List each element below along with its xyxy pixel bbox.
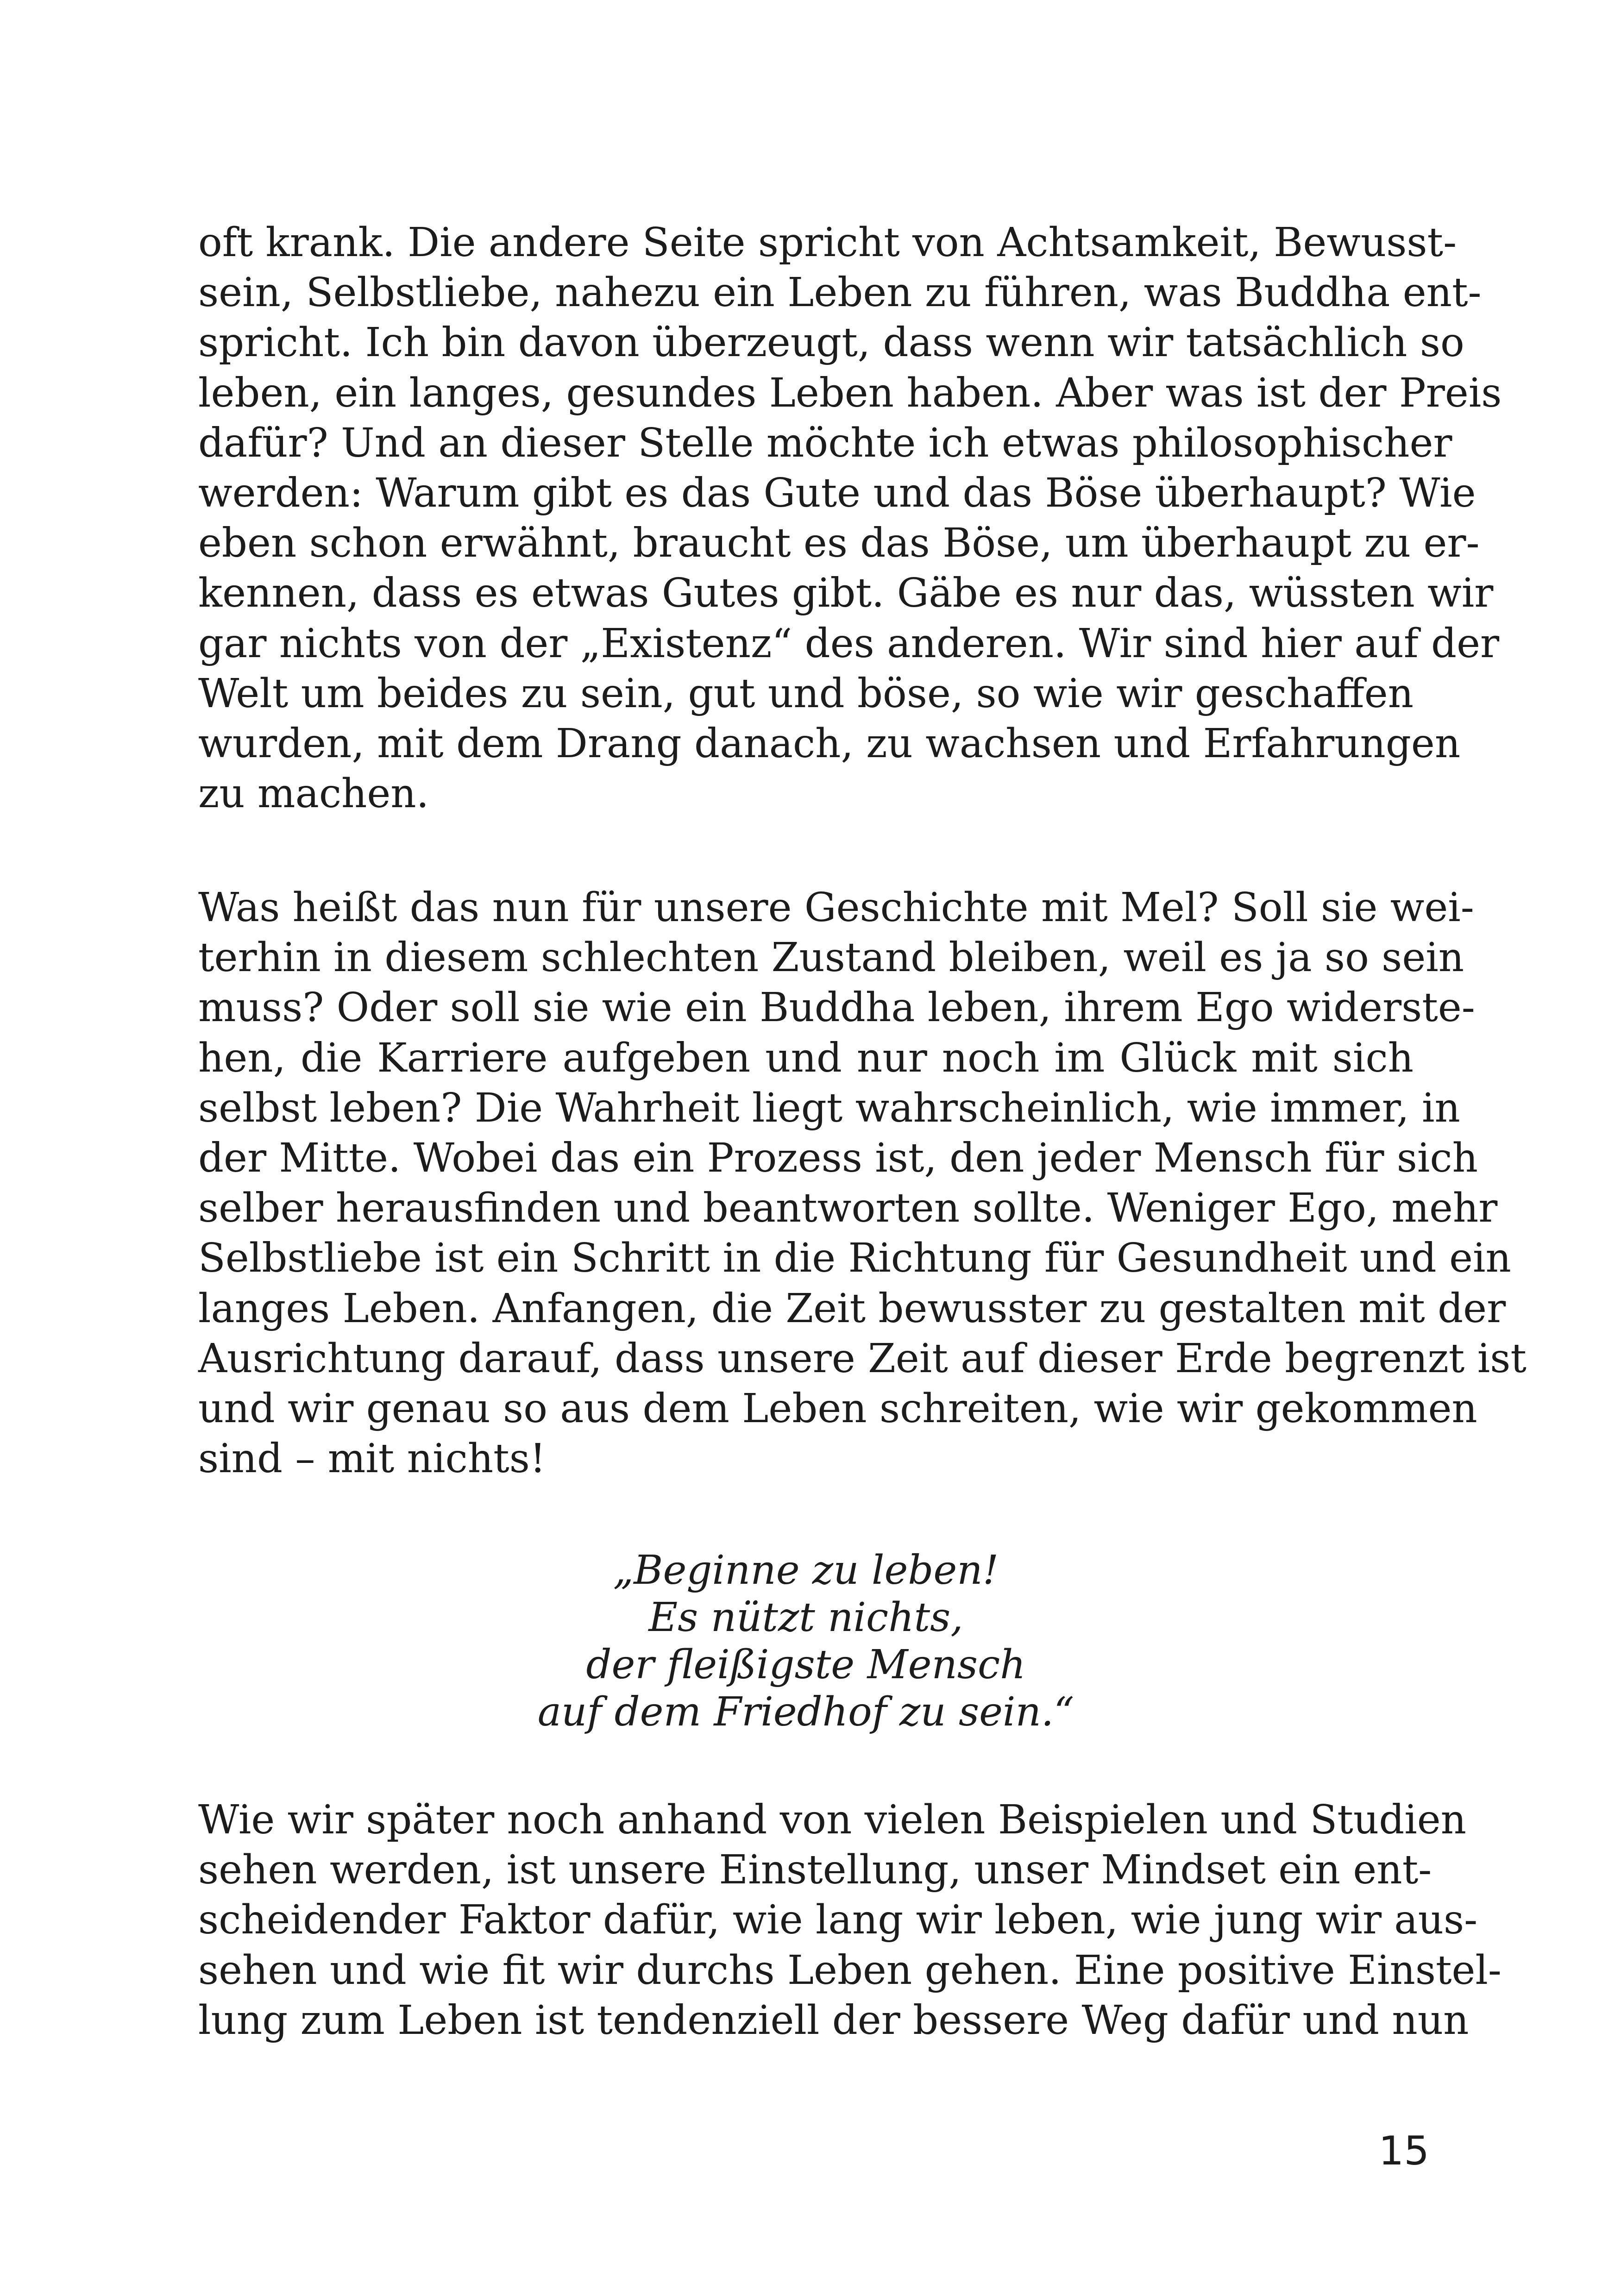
text-line: langes Leben. Anfangen, die Zeit bewusster zu gestalten mit der	[198, 1285, 1506, 1332]
page-number: 15	[1378, 2128, 1429, 2174]
text-line: terhin in diesem schlechten Zustand bleiben, weil es ja so sein	[198, 935, 1464, 981]
text-line: gar nichts von der „Existenz“ des anderen. Wir sind hier auf der	[198, 620, 1500, 667]
text-line: Wie wir später noch anhand von vielen Beispielen und Studien	[198, 1797, 1467, 1843]
paragraph-1	[198, 218, 1502, 819]
text-line: und wir genau so aus dem Leben schreiten, wie wir gekommen	[198, 1385, 1477, 1432]
text-line: scheidender Faktor dafür, wie lang wir leben, wie jung wir aus-	[198, 1897, 1478, 1944]
text-line: sind – mit nichts!	[198, 1436, 546, 1482]
text-line: dafür? Und an dieser Stelle möchte ich etwas philosophischer	[198, 420, 1452, 466]
text-line: sehen und wie fit wir durchs Leben gehen. Eine positive Einstel-	[198, 1947, 1502, 1994]
text-line: sein, Selbstliebe, nahezu ein Leben zu führen, was Buddha ent-	[198, 270, 1482, 316]
text-line: oft krank. Die andere Seite spricht von Achtsamkeit, Bewusst-	[198, 220, 1457, 266]
quote-line: „Beginne zu leben!	[613, 1547, 999, 1593]
text-line: Ausrichtung darauf, dass unsere Zeit auf dieser Erde begrenzt ist	[198, 1335, 1527, 1382]
paragraph-3	[198, 1795, 1502, 2045]
text-line: leben, ein langes, gesundes Leben haben. Aber was ist der Preis	[198, 370, 1502, 416]
text-line: lung zum Leben ist tendenziell der bessere Weg dafür und nun	[198, 1997, 1469, 2044]
text-line: wurden, mit dem Drang danach, zu wachsen und Erfahrungen	[198, 720, 1461, 767]
text-line: werden: Warum gibt es das Gute und das Böse überhaupt? Wie	[198, 470, 1476, 516]
paragraph-2	[198, 883, 1527, 1484]
text-line: selbst leben? Die Wahrheit liegt wahrscheinlich, wie immer, in	[198, 1085, 1460, 1131]
text-line: spricht. Ich bin davon überzeugt, dass wenn wir tatsächlich so	[198, 320, 1464, 366]
text-line: sehen werden, ist unsere Einstellung, unser Mindset ein ent-	[198, 1847, 1432, 1894]
text-line: zu machen.	[198, 771, 429, 817]
text-line: kennen, dass es etwas Gutes gibt. Gäbe es nur das, wüssten wir	[198, 570, 1494, 617]
text-line: Selbstliebe ist ein Schritt in die Richtung für Gesundheit und ein	[198, 1235, 1511, 1282]
text-line: hen, die Karriere aufgeben und nur noch im Glück mit sich	[198, 1035, 1414, 1081]
text-line: der Mitte. Wobei das ein Prozess ist, den jeder Mensch für sich	[198, 1135, 1478, 1181]
quote-line: der fleißigste Mensch	[586, 1642, 1026, 1688]
text-line: selber herausfinden und beantworten sollte. Weniger Ego, mehr	[198, 1185, 1498, 1232]
text-line: muss? Oder soll sie wie ein Buddha leben, ihrem Ego widerste-	[198, 985, 1475, 1031]
text-line: eben schon erwähnt, braucht es das Böse, um überhaupt zu er-	[198, 520, 1480, 567]
quote-line: Es nützt nichts,	[648, 1594, 963, 1641]
text-line: Welt um beides zu sein, gut und böse, so wie wir geschaffen	[198, 670, 1414, 717]
quote-line: auf dem Friedhof zu sein.“	[537, 1689, 1074, 1735]
epigraph-quote	[198, 1547, 1414, 1736]
text-line: Was heißt das nun für unsere Geschichte mit Mel? Soll sie wei-	[198, 885, 1474, 931]
